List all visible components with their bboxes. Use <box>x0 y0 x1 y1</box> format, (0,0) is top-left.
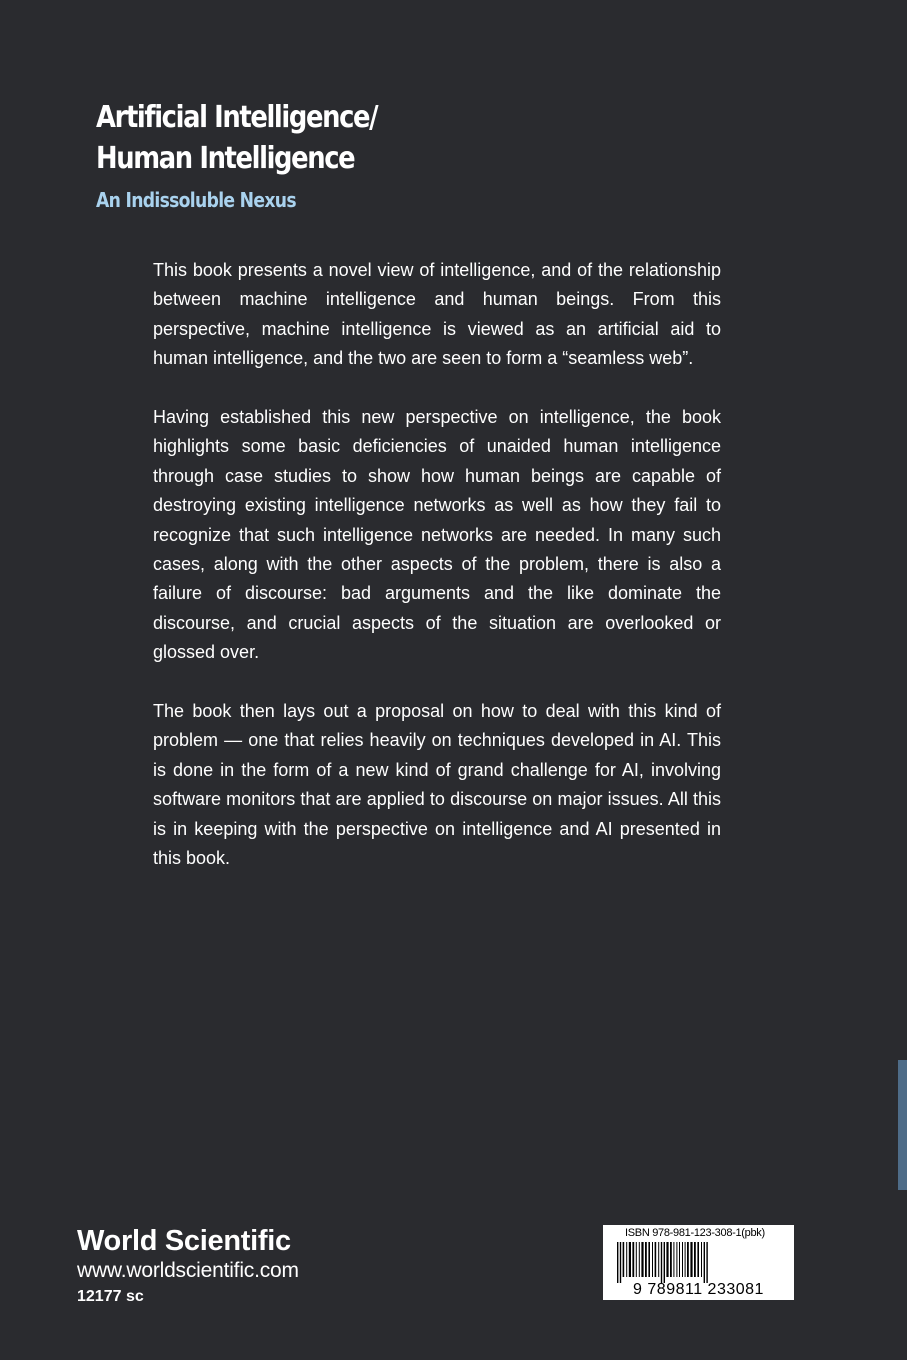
barcode-bar <box>673 1242 674 1277</box>
book-subtitle: An Indissoluble Nexus <box>96 188 296 212</box>
barcode-bar <box>664 1242 665 1283</box>
barcode-bar <box>661 1242 662 1283</box>
barcode-bar <box>676 1242 677 1277</box>
barcode-bar <box>666 1242 668 1277</box>
barcode-bar <box>682 1242 683 1277</box>
barcode-bar <box>626 1242 627 1277</box>
spine-accent <box>898 1060 907 1190</box>
barcode-bar <box>701 1242 702 1277</box>
publisher-name: World Scientific <box>77 1225 291 1257</box>
barcode-digits: 9 789811 233081 <box>633 1281 764 1298</box>
barcode-bar <box>690 1242 692 1277</box>
blurb <box>153 256 721 903</box>
barcode-bar <box>648 1242 650 1277</box>
barcode-bar <box>706 1242 707 1283</box>
barcode-bar <box>632 1242 634 1277</box>
barcode-bar <box>629 1242 631 1277</box>
barcode-bar <box>670 1242 672 1277</box>
title-line-2: Human Intelligence <box>96 141 355 176</box>
isbn-barcode <box>603 1225 794 1300</box>
blurb-paragraph-2: Having established this new perspective on intelligence, the book highlights some basic deficiencies of unaided human intelligence through case studies to show how human beings are capable of destroying existing intelligence networks as well as how they fail to recognize that such intelligence networks are needed. In many such cases, along with the other aspects of the problem, there is also a failure of discourse: bad arguments and the like dominate the discourse, and crucial aspects of the situation are overlooked or glossed over. <box>153 407 721 663</box>
isbn-label: ISBN 978-981-123-308-1(pbk) <box>625 1227 765 1239</box>
barcode-bar <box>687 1242 689 1277</box>
barcode-bar <box>645 1242 647 1277</box>
barcode-bar <box>704 1242 705 1283</box>
title-line-1: Artificial Intelligence/ <box>96 100 378 135</box>
blurb-paragraph-3: The book then lays out a proposal on how to deal with this kind of problem — one that relies heavily on techniques developed in AI. This is done in the form of a new kind of grand challenge for AI, involving software monitors that are applied to discourse on major issues. All this is in keeping with the perspective on intelligence and AI presented in this book. <box>153 701 721 869</box>
barcode-bar <box>641 1242 643 1277</box>
barcode-bar <box>685 1242 686 1277</box>
barcode-bar <box>658 1242 659 1277</box>
barcode-bar <box>620 1242 621 1283</box>
barcode-bar <box>655 1242 657 1277</box>
publisher-code: 12177 sc <box>77 1288 144 1305</box>
publisher-url: www.worldscientific.com <box>77 1259 299 1282</box>
barcode-bar <box>697 1242 699 1277</box>
barcode-bar <box>636 1242 637 1277</box>
barcode-bar <box>679 1242 680 1277</box>
book-title <box>96 97 377 179</box>
barcode-bar <box>617 1242 618 1283</box>
barcode-bar <box>694 1242 696 1277</box>
barcode-bar <box>639 1242 640 1277</box>
barcode-bar <box>623 1242 625 1277</box>
barcode-bar <box>652 1242 653 1277</box>
publisher-block <box>77 1224 299 1310</box>
blurb-paragraph-1: This book presents a novel view of intelligence, and of the relationship between machine intelligence and human beings. From this perspective, machine intelligence is viewed as an artificial aid to human intelligence, and the two are seen to form a “seamless web”. <box>153 260 721 369</box>
